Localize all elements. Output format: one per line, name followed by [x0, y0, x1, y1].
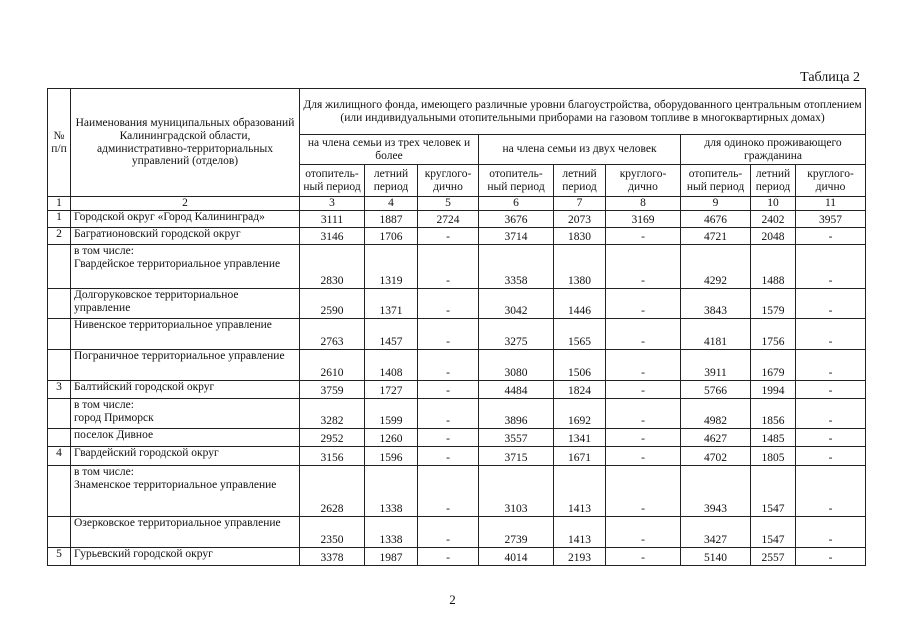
- header-row-group: [48, 89, 866, 135]
- municipality-name: Пограничное территориальное управление: [71, 350, 300, 381]
- row-number: 5: [48, 548, 71, 566]
- value-cell: -: [418, 381, 479, 399]
- header-period-summer: летний период: [751, 165, 796, 197]
- value-cell: 4982: [681, 399, 751, 429]
- value-cell: 3843: [681, 289, 751, 319]
- column-number: 1: [48, 197, 71, 211]
- value-cell: 1547: [751, 466, 796, 517]
- value-cell: 4181: [681, 319, 751, 350]
- table-row: [48, 429, 866, 447]
- header-period-yearround: круглого- дично: [418, 165, 479, 197]
- header-num: № п/п: [48, 89, 71, 197]
- row-number: [48, 399, 71, 429]
- value-cell: -: [606, 429, 681, 447]
- value-cell: 3911: [681, 350, 751, 381]
- column-number: 10: [751, 197, 796, 211]
- value-cell: 3759: [300, 381, 365, 399]
- value-cell: 4484: [479, 381, 554, 399]
- value-cell: 1413: [554, 517, 606, 548]
- value-cell: 4676: [681, 211, 751, 228]
- table-row: [48, 548, 866, 566]
- row-number: 4: [48, 447, 71, 466]
- value-cell: 2590: [300, 289, 365, 319]
- value-cell: -: [796, 447, 866, 466]
- value-cell: 3943: [681, 466, 751, 517]
- value-cell: 4014: [479, 548, 554, 566]
- header-sub-two: на члена семьи из двух человек: [479, 135, 681, 165]
- value-cell: 1987: [365, 548, 418, 566]
- row-number: [48, 350, 71, 381]
- value-cell: -: [606, 399, 681, 429]
- row-number: [48, 289, 71, 319]
- municipality-name: Городской округ «Город Калининград»: [71, 211, 300, 228]
- value-cell: 1413: [554, 466, 606, 517]
- value-cell: -: [796, 289, 866, 319]
- table-row: [48, 228, 866, 245]
- table-row: [48, 319, 866, 350]
- value-cell: -: [418, 289, 479, 319]
- value-cell: 1856: [751, 399, 796, 429]
- column-number: 2: [71, 197, 300, 211]
- value-cell: 1485: [751, 429, 796, 447]
- value-cell: -: [796, 228, 866, 245]
- row-number: [48, 245, 71, 289]
- value-cell: 4702: [681, 447, 751, 466]
- value-cell: 1671: [554, 447, 606, 466]
- value-cell: 4721: [681, 228, 751, 245]
- row-number: [48, 429, 71, 447]
- value-cell: 3957: [796, 211, 866, 228]
- value-cell: 1994: [751, 381, 796, 399]
- table-row: [48, 381, 866, 399]
- value-cell: -: [796, 319, 866, 350]
- municipality-name: Озерковское территориальное управление: [71, 517, 300, 548]
- value-cell: -: [606, 245, 681, 289]
- value-cell: 3427: [681, 517, 751, 548]
- value-cell: -: [606, 319, 681, 350]
- municipality-name: в том числе: город Приморск: [71, 399, 300, 429]
- row-number: 3: [48, 381, 71, 399]
- value-cell: -: [418, 319, 479, 350]
- row-number: 2: [48, 228, 71, 245]
- municipality-name: Гурьевский городской округ: [71, 548, 300, 566]
- value-cell: -: [796, 466, 866, 517]
- value-cell: 1338: [365, 517, 418, 548]
- table-row: [48, 245, 866, 289]
- value-cell: 3676: [479, 211, 554, 228]
- value-cell: 2830: [300, 245, 365, 289]
- value-cell: -: [796, 381, 866, 399]
- table-row: [48, 466, 866, 517]
- value-cell: -: [796, 429, 866, 447]
- municipality-name: Гвардейский городской округ: [71, 447, 300, 466]
- value-cell: 1706: [365, 228, 418, 245]
- value-cell: 2350: [300, 517, 365, 548]
- table-row: [48, 350, 866, 381]
- value-cell: 1260: [365, 429, 418, 447]
- table-row: [48, 517, 866, 548]
- value-cell: 3282: [300, 399, 365, 429]
- value-cell: 1830: [554, 228, 606, 245]
- value-cell: 2402: [751, 211, 796, 228]
- row-number: [48, 466, 71, 517]
- value-cell: -: [418, 228, 479, 245]
- value-cell: 1565: [554, 319, 606, 350]
- column-number: 6: [479, 197, 554, 211]
- value-cell: 1805: [751, 447, 796, 466]
- value-cell: -: [418, 548, 479, 566]
- page-number: 2: [449, 592, 456, 607]
- value-cell: 1727: [365, 381, 418, 399]
- municipality-name: Долгоруковское территориальное управление: [71, 289, 300, 319]
- value-cell: 1338: [365, 466, 418, 517]
- value-cell: 1596: [365, 447, 418, 466]
- value-cell: -: [796, 350, 866, 381]
- value-cell: 2952: [300, 429, 365, 447]
- value-cell: 3080: [479, 350, 554, 381]
- value-cell: 1599: [365, 399, 418, 429]
- municipality-name: Багратионовский городской округ: [71, 228, 300, 245]
- row-number: [48, 517, 71, 548]
- municipality-name: поселок Дивное: [71, 429, 300, 447]
- municipality-name: в том числе: Знаменское территориальное управление: [71, 466, 300, 517]
- value-cell: 3378: [300, 548, 365, 566]
- header-period-heating: отопитель- ный период: [479, 165, 554, 197]
- value-cell: 4292: [681, 245, 751, 289]
- header-period-summer: летний период: [554, 165, 606, 197]
- value-cell: 3111: [300, 211, 365, 228]
- value-cell: 1756: [751, 319, 796, 350]
- value-cell: 3156: [300, 447, 365, 466]
- value-cell: -: [606, 517, 681, 548]
- value-cell: -: [606, 548, 681, 566]
- value-cell: 3896: [479, 399, 554, 429]
- value-cell: -: [418, 350, 479, 381]
- value-cell: 1692: [554, 399, 606, 429]
- value-cell: 2557: [751, 548, 796, 566]
- value-cell: -: [418, 399, 479, 429]
- value-cell: 1319: [365, 245, 418, 289]
- value-cell: -: [606, 289, 681, 319]
- header-period-heating: отопитель- ный период: [681, 165, 751, 197]
- row-number: [48, 319, 71, 350]
- value-cell: 3557: [479, 429, 554, 447]
- value-cell: 1506: [554, 350, 606, 381]
- value-cell: 1371: [365, 289, 418, 319]
- column-number: 11: [796, 197, 866, 211]
- table-row: [48, 399, 866, 429]
- value-cell: 5766: [681, 381, 751, 399]
- value-cell: -: [796, 399, 866, 429]
- municipality-name: Нивенское территориальное управление: [71, 319, 300, 350]
- value-cell: 3103: [479, 466, 554, 517]
- value-cell: -: [606, 228, 681, 245]
- value-cell: 2073: [554, 211, 606, 228]
- value-cell: -: [796, 517, 866, 548]
- municipality-name: в том числе: Гвардейское территориальное управление: [71, 245, 300, 289]
- value-cell: -: [796, 548, 866, 566]
- value-cell: -: [606, 447, 681, 466]
- value-cell: 3042: [479, 289, 554, 319]
- header-group: Для жилищного фонда, имеющего различные уровни благоустройства, оборудованного центральным отоплением (или индивидуальными отопительными приборами на газовом топливе в многоквартирных домах): [300, 89, 866, 135]
- value-cell: 2610: [300, 350, 365, 381]
- value-cell: -: [606, 350, 681, 381]
- value-cell: -: [418, 429, 479, 447]
- value-cell: 4627: [681, 429, 751, 447]
- value-cell: 1887: [365, 211, 418, 228]
- municipality-name: Балтийский городской округ: [71, 381, 300, 399]
- value-cell: -: [606, 381, 681, 399]
- value-cell: -: [418, 517, 479, 548]
- value-cell: 3715: [479, 447, 554, 466]
- value-cell: -: [796, 245, 866, 289]
- value-cell: 2628: [300, 466, 365, 517]
- value-cell: 3275: [479, 319, 554, 350]
- header-period-heating: отопитель- ный период: [300, 165, 365, 197]
- value-cell: 3358: [479, 245, 554, 289]
- table-row: [48, 289, 866, 319]
- value-cell: 5140: [681, 548, 751, 566]
- column-number: 3: [300, 197, 365, 211]
- value-cell: 1446: [554, 289, 606, 319]
- value-cell: 2739: [479, 517, 554, 548]
- value-cell: 1547: [751, 517, 796, 548]
- value-cell: 3714: [479, 228, 554, 245]
- value-cell: 1679: [751, 350, 796, 381]
- value-cell: 2724: [418, 211, 479, 228]
- column-number: 4: [365, 197, 418, 211]
- value-cell: 1408: [365, 350, 418, 381]
- column-number: 5: [418, 197, 479, 211]
- value-cell: -: [418, 245, 479, 289]
- row-number: 1: [48, 211, 71, 228]
- table-row: [48, 211, 866, 228]
- header-sub-three: на члена семьи из трех человек и более: [300, 135, 479, 165]
- value-cell: 2763: [300, 319, 365, 350]
- table-caption: Таблица 2: [800, 70, 860, 85]
- header-period-yearround: круглого- дично: [606, 165, 681, 197]
- value-cell: 1579: [751, 289, 796, 319]
- value-cell: 1380: [554, 245, 606, 289]
- value-cell: 2193: [554, 548, 606, 566]
- tariff-table: [47, 88, 866, 566]
- column-number: 7: [554, 197, 606, 211]
- header-name: Наименования муниципальных образований Калининградской области, административно-территориальных управлений (отделов): [71, 89, 300, 197]
- value-cell: -: [418, 447, 479, 466]
- column-number: 8: [606, 197, 681, 211]
- table-row: [48, 447, 866, 466]
- value-cell: 1824: [554, 381, 606, 399]
- value-cell: 2048: [751, 228, 796, 245]
- value-cell: -: [606, 466, 681, 517]
- header-period-summer: летний период: [365, 165, 418, 197]
- value-cell: 3146: [300, 228, 365, 245]
- value-cell: 1457: [365, 319, 418, 350]
- value-cell: 1341: [554, 429, 606, 447]
- value-cell: 3169: [606, 211, 681, 228]
- column-numbers-row: [48, 197, 866, 211]
- header-sub-single: для одиноко проживающего гражданина: [681, 135, 866, 165]
- value-cell: 1488: [751, 245, 796, 289]
- value-cell: -: [418, 466, 479, 517]
- header-period-yearround: круглого- дично: [796, 165, 866, 197]
- column-number: 9: [681, 197, 751, 211]
